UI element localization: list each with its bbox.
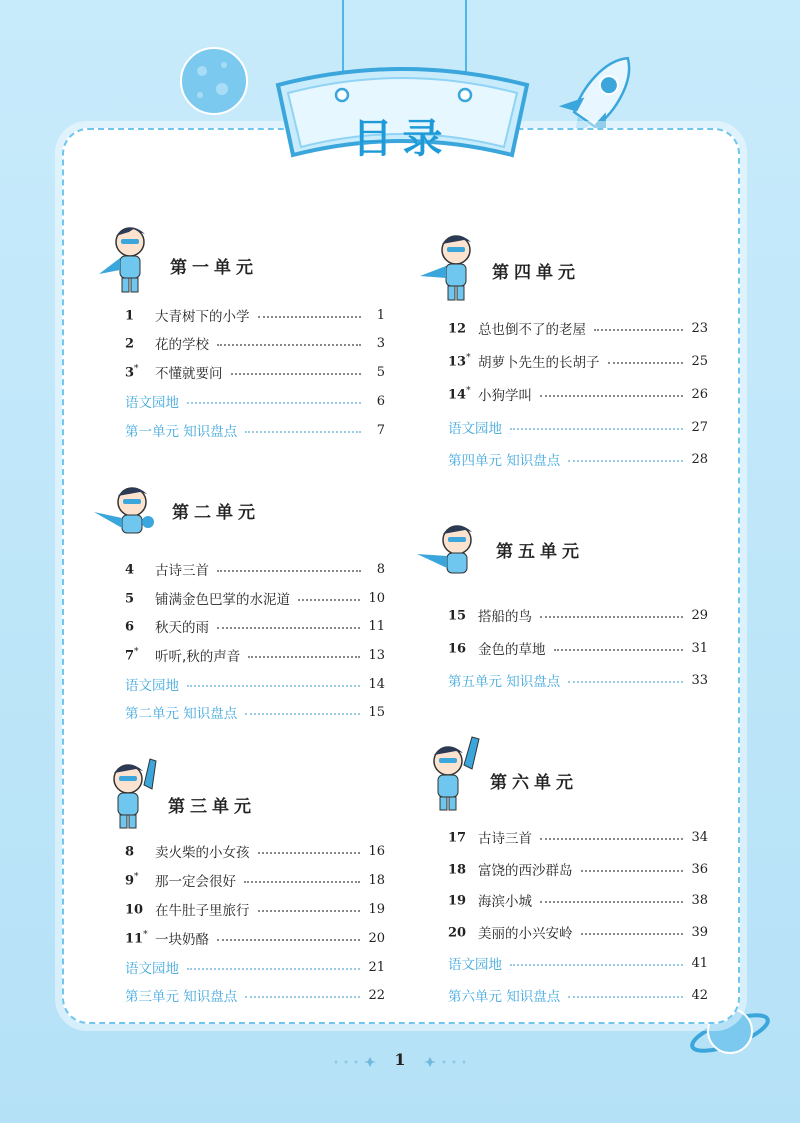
lesson-number: 5 — [125, 591, 135, 607]
lesson-number: 20 — [448, 925, 467, 941]
section-title: 第二单元 知识盘点 — [125, 706, 238, 722]
title-banner — [270, 55, 535, 175]
lesson-title: 搭船的鸟 — [478, 609, 532, 625]
toc-entry[interactable] — [125, 928, 385, 948]
lesson-number: 6 — [125, 619, 135, 635]
section-title: 第五单元 知识盘点 — [448, 674, 561, 690]
toc-entry-garden[interactable] — [448, 953, 708, 973]
lesson-title: 美丽的小兴安岭 — [478, 926, 573, 942]
toc-entry[interactable] — [125, 588, 385, 608]
section-title: 第一单元 知识盘点 — [125, 424, 238, 440]
lesson-number: 14* — [448, 385, 471, 403]
toc-entry-garden[interactable] — [125, 957, 385, 977]
lesson-number: 9* — [125, 871, 139, 889]
toc-entry[interactable] — [448, 827, 708, 847]
lesson-number: 3* — [125, 363, 139, 381]
lesson-number: 16 — [448, 641, 467, 657]
toc-entry[interactable] — [125, 559, 385, 579]
lesson-title: 听听,秋的声音 — [155, 649, 241, 665]
lesson-title: 花的学校 — [155, 337, 209, 353]
lesson-number: 11* — [125, 929, 148, 947]
lesson-title: 那一定会很好 — [155, 874, 236, 890]
page-title: 目录 — [352, 116, 453, 162]
toc-entry-review[interactable] — [448, 449, 708, 469]
lesson-number: 19 — [448, 893, 467, 909]
lesson-number: 7* — [125, 646, 139, 664]
toc-entry-review[interactable] — [448, 670, 708, 690]
planet-icon — [178, 45, 250, 117]
toc-entry[interactable] — [125, 305, 385, 325]
toc-entry[interactable] — [125, 870, 385, 890]
page-ref: 19 — [368, 901, 385, 917]
lesson-title: 不懂就要问 — [155, 366, 223, 382]
lesson-number: 4 — [125, 562, 135, 578]
page-ref: 41 — [691, 955, 708, 971]
page-ref: 1 — [376, 307, 385, 323]
toc-entry[interactable] — [448, 351, 708, 371]
page-ref: 11 — [368, 618, 385, 634]
page-ref: 33 — [691, 672, 708, 688]
unit-heading: 第二单元 — [172, 503, 260, 523]
lesson-title: 小狗学叫 — [478, 388, 532, 404]
page-ref: 39 — [691, 924, 708, 940]
toc-entry[interactable] — [448, 859, 708, 879]
page-ref: 22 — [368, 987, 385, 1003]
unit-heading: 第三单元 — [168, 797, 256, 817]
toc-entry-garden[interactable] — [448, 417, 708, 437]
lesson-number: 1 — [125, 308, 135, 324]
page-ref: 27 — [691, 419, 708, 435]
page-ref: 23 — [691, 320, 708, 336]
mascot-icon — [420, 735, 490, 813]
toc-entry[interactable] — [448, 638, 708, 658]
page-ref: 28 — [691, 451, 708, 467]
toc-entry[interactable] — [448, 890, 708, 910]
section-title: 第三单元 知识盘点 — [125, 989, 238, 1005]
section-title: 第六单元 知识盘点 — [448, 989, 561, 1005]
section-title: 第四单元 知识盘点 — [448, 453, 561, 469]
section-title: 语文园地 — [448, 957, 502, 973]
lesson-title: 胡萝卜先生的长胡子 — [478, 355, 600, 371]
lesson-title: 古诗三首 — [478, 831, 532, 847]
toc-entry-review[interactable] — [448, 985, 708, 1005]
lesson-number: 2 — [125, 336, 135, 352]
toc-entry-review[interactable] — [125, 702, 385, 722]
page-ref: 34 — [691, 829, 708, 845]
page-ref: 7 — [376, 422, 385, 438]
page-ref: 18 — [368, 872, 385, 888]
lesson-number: 18 — [448, 862, 467, 878]
page-ref: 42 — [691, 987, 708, 1003]
lesson-title: 铺满金色巴掌的水泥道 — [155, 592, 290, 608]
section-title: 语文园地 — [125, 395, 179, 411]
page-ref: 14 — [368, 676, 385, 692]
lesson-number: 15 — [448, 608, 467, 624]
lesson-title: 总也倒不了的老屋 — [478, 322, 586, 338]
page-ref: 21 — [368, 959, 385, 975]
unit-heading: 第五单元 — [496, 542, 584, 562]
page-ref: 6 — [376, 393, 385, 409]
lesson-title: 富饶的西沙群岛 — [478, 863, 573, 879]
unit-heading: 第六单元 — [490, 773, 578, 793]
mascot-icon — [415, 520, 487, 582]
mascot-icon — [418, 228, 483, 303]
toc-entry[interactable] — [125, 333, 385, 353]
lesson-title: 秋天的雨 — [155, 620, 209, 636]
page-ref: 10 — [368, 590, 385, 606]
unit-heading: 第四单元 — [492, 263, 580, 283]
page-ref: 20 — [368, 930, 385, 946]
toc-entry-garden[interactable] — [125, 391, 385, 411]
lesson-title: 海滨小城 — [478, 894, 532, 910]
page-ref: 25 — [691, 353, 708, 369]
toc-entry[interactable] — [125, 616, 385, 636]
toc-entry[interactable] — [448, 922, 708, 942]
toc-entry[interactable] — [448, 318, 708, 338]
page-ref: 38 — [691, 892, 708, 908]
lesson-title: 古诗三首 — [155, 563, 209, 579]
page-ref: 36 — [691, 861, 708, 877]
page-ref: 31 — [691, 640, 708, 656]
page-ref: 3 — [376, 335, 385, 351]
page-ref: 8 — [376, 561, 385, 577]
lesson-title: 卖火柴的小女孩 — [155, 845, 250, 861]
toc-entry-review[interactable] — [125, 985, 385, 1005]
toc-entry[interactable] — [125, 899, 385, 919]
section-title: 语文园地 — [125, 961, 179, 977]
page-ref: 13 — [368, 647, 385, 663]
toc-entry[interactable] — [448, 605, 708, 625]
lesson-number: 10 — [125, 902, 144, 918]
page-ref: 29 — [691, 607, 708, 623]
lesson-title: 一块奶酪 — [155, 932, 209, 948]
page-number: 1 — [394, 1050, 406, 1069]
page-ref: 5 — [376, 364, 385, 380]
lesson-number: 13* — [448, 352, 471, 370]
toc-entry[interactable] — [448, 384, 708, 404]
lesson-title: 大青树下的小学 — [155, 309, 250, 325]
section-title: 语文园地 — [448, 421, 502, 437]
lesson-title: 金色的草地 — [478, 642, 546, 658]
toc-entry-garden[interactable] — [125, 674, 385, 694]
lesson-number: 17 — [448, 830, 467, 846]
toc-entry[interactable] — [125, 645, 385, 665]
toc-entry-review[interactable] — [125, 420, 385, 440]
lesson-number: 12 — [448, 321, 467, 337]
mascot-icon — [92, 482, 164, 542]
unit-heading: 第一单元 — [170, 258, 258, 278]
toc-entry[interactable] — [125, 362, 385, 382]
toc-entry[interactable] — [125, 841, 385, 861]
section-title: 语文园地 — [125, 678, 179, 694]
mascot-icon — [98, 755, 163, 830]
mascot-icon — [95, 220, 160, 295]
page-ref: 26 — [691, 386, 708, 402]
page-ref: 16 — [368, 843, 385, 859]
lesson-title: 在牛肚子里旅行 — [155, 903, 250, 919]
page-ref: 15 — [368, 704, 385, 720]
lesson-number: 8 — [125, 844, 135, 860]
